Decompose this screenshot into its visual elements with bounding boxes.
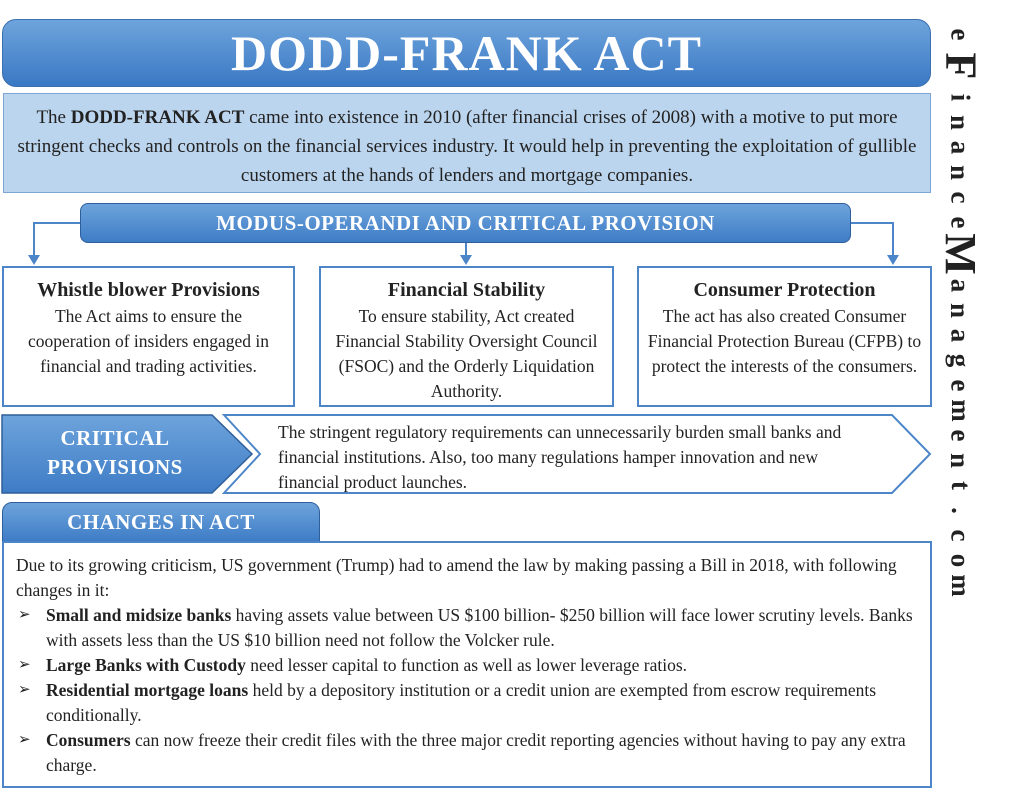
critical-provisions-text: The stringent regulatory requirements can unnecessarily burden small banks and financial institutions. Also, too many regulations hamper innovation and new financial product launches. bbox=[278, 422, 842, 492]
changes-list bbox=[16, 603, 918, 778]
arrow-right-head bbox=[887, 255, 899, 265]
arrow-left-connector bbox=[34, 223, 80, 258]
watermark-letter: F bbox=[935, 52, 985, 80]
watermark-letter: c bbox=[945, 529, 976, 542]
list-item bbox=[16, 678, 918, 728]
intro-text-after: came into existence in 2010 (after financial crises of 2008) with a motive to put more stringent checks and controls on the financial services industry. It would help in preventing the exploitation of gullible customers at the hands of lenders and mortgage companies. bbox=[17, 107, 917, 186]
intro-bold-act-name: DODD-FRANK ACT bbox=[70, 107, 245, 128]
item-bold-lead: Large Banks with Custody bbox=[46, 655, 246, 675]
card-financial-stability bbox=[319, 266, 614, 407]
watermark-letter: n bbox=[945, 452, 976, 469]
card-heading: Financial Stability bbox=[387, 279, 546, 301]
item-text: held by a depository institution or a credit union are exempted from escrow requirements conditionally. bbox=[46, 680, 877, 725]
item-bold-lead: Residential mortgage loans bbox=[46, 680, 249, 700]
card-body: To ensure stability, Act created Financial Stability Oversight Council (FSOC) and the Orderly Liquidation Authority. bbox=[335, 306, 598, 401]
card-body: The Act aims to ensure the cooperation of insiders engaged in financial and trading activities. bbox=[27, 306, 270, 376]
changes-in-act-heading: CHANGES IN ACT bbox=[2, 502, 320, 542]
card-consumer-protection bbox=[637, 266, 932, 407]
watermark-letter: a bbox=[945, 278, 976, 293]
changes-in-act-box bbox=[2, 541, 932, 788]
watermark-letter: a bbox=[945, 328, 976, 343]
list-item bbox=[16, 728, 918, 778]
watermark-letter: m bbox=[945, 574, 976, 597]
card-heading: Consumer Protection bbox=[693, 279, 876, 301]
intro-text-before: The bbox=[36, 107, 71, 128]
list-item bbox=[16, 603, 918, 653]
item-text: having assets value between US $100 billion- $250 billion will face lower scrutiny levels. Banks with assets less than the US $10 billion need not follow the Volcker rule. bbox=[46, 605, 913, 650]
critical-label-line1: CRITICAL bbox=[60, 426, 170, 450]
watermark-letter: e bbox=[945, 216, 976, 229]
watermark-letter: c bbox=[945, 191, 976, 204]
critical-label-line2: PROVISIONS bbox=[47, 455, 183, 479]
watermark-letter: m bbox=[945, 399, 976, 422]
watermark-letter: a bbox=[945, 140, 976, 155]
arrow-middle-head bbox=[460, 255, 472, 265]
arrow-bullet-icon: ➢ bbox=[18, 682, 31, 698]
item-text: need lesser capital to function as well as lower leverage ratios. bbox=[245, 655, 688, 675]
card-body: The act has also created Consumer Financial Protection Bureau (CFPB) to protect the interests of the consumers. bbox=[647, 306, 922, 376]
watermark-letter: e bbox=[945, 379, 976, 392]
arrow-bullet-icon: ➢ bbox=[18, 607, 31, 623]
card-whistle-blower bbox=[2, 266, 295, 407]
page-title: DODD-FRANK ACT bbox=[231, 25, 702, 81]
arrow-left-head bbox=[28, 255, 40, 265]
changes-intro: Due to its growing criticism, US government (Trump) had to amend the law by making passing a Bill in 2018, with following changes in it: bbox=[16, 555, 897, 600]
item-bold-lead: Consumers bbox=[46, 730, 131, 750]
arrow-right-connector bbox=[851, 223, 893, 258]
site-watermark bbox=[935, 22, 985, 788]
watermark-letter: i bbox=[945, 93, 976, 102]
watermark-letter: . bbox=[945, 507, 976, 514]
list-item bbox=[16, 653, 918, 678]
watermark-letter: n bbox=[945, 164, 976, 181]
card-heading: Whistle blower Provisions bbox=[37, 279, 260, 301]
watermark-letter: g bbox=[945, 353, 976, 368]
watermark-letter: n bbox=[945, 302, 976, 319]
modus-operandi-banner: MODUS-OPERANDI AND CRITICAL PROVISION bbox=[80, 203, 851, 243]
watermark-letter: o bbox=[945, 553, 976, 568]
item-bold-lead: Small and midsize banks bbox=[46, 605, 232, 625]
watermark-letter: e bbox=[945, 28, 976, 41]
watermark-letter: e bbox=[945, 429, 976, 442]
critical-provisions-label bbox=[0, 424, 230, 482]
arrow-bullet-icon: ➢ bbox=[18, 657, 31, 673]
item-text: can now freeze their credit files with the three major credit reporting agencies without having to pay any extra charge. bbox=[46, 730, 906, 775]
watermark-letter: M bbox=[936, 233, 985, 275]
arrow-bullet-icon: ➢ bbox=[18, 732, 31, 748]
watermark-letter: t bbox=[945, 481, 976, 490]
watermark-letter: n bbox=[945, 114, 976, 131]
